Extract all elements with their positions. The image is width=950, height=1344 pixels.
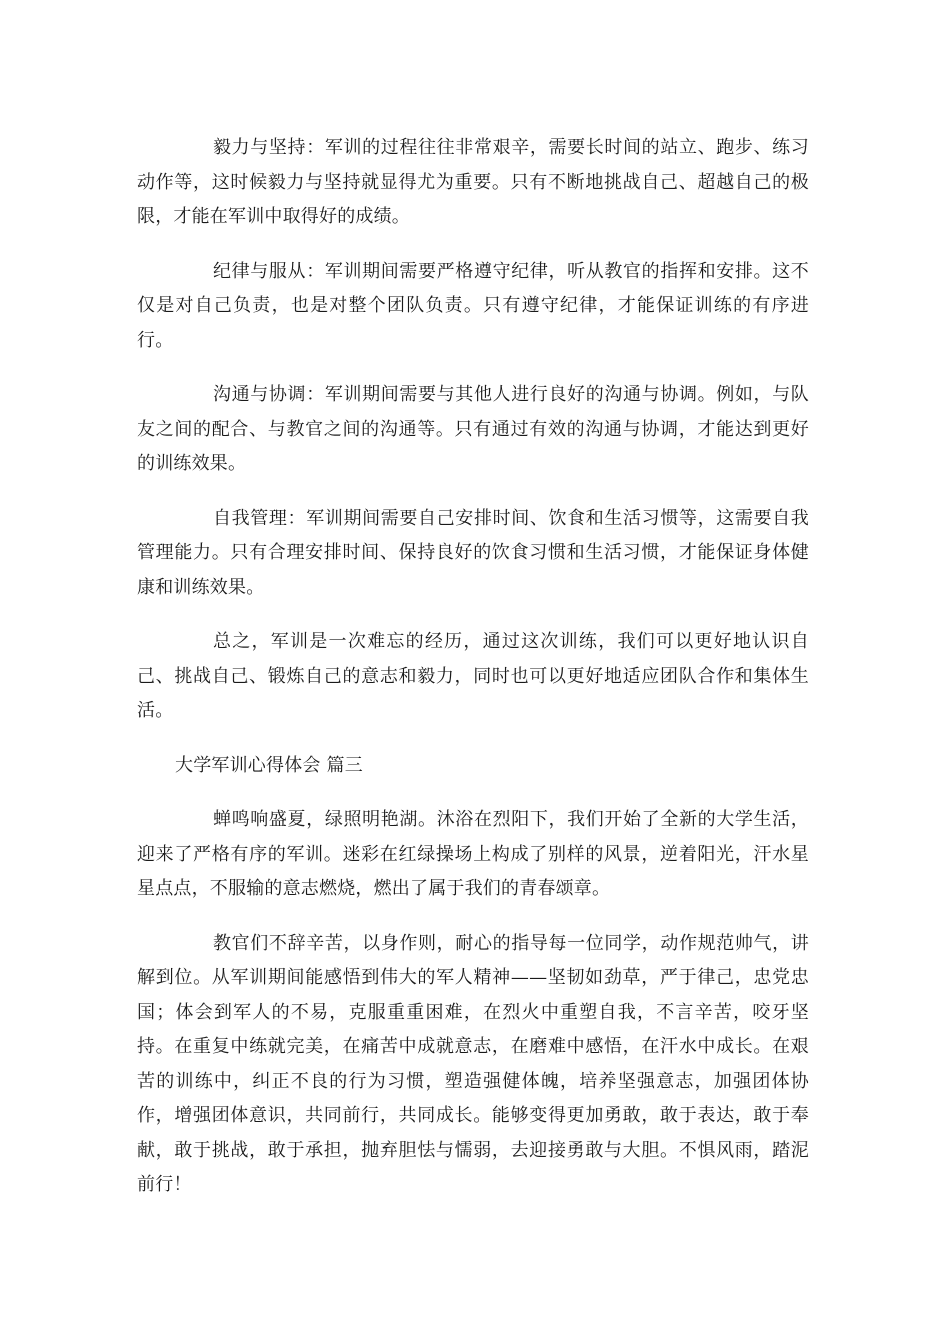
paragraph-self-management: 自我管理：军训期间需要自己安排时间、饮食和生活习惯等，这需要自我管理能力。只有合理安排时间、保持良好的饮食习惯和生活习惯，才能保证身体健康和训练效果。 (137, 507, 809, 598)
paragraph-communication: 沟通与协调：军训期间需要与其他人进行良好的沟通与协调。例如，与队友之间的配合、与教官之间的沟通等。只有通过有效的沟通与协调，才能达到更好的训练效果。 (137, 384, 809, 474)
paragraph-instructors: 教官们不辞辛苦，以身作则，耐心的指导每一位同学，动作规范帅气，讲解到位。从军训期间能感悟到伟大的军人精神——坚韧如劲草，严于律己，忠党忠国；体会到军人的不易，克服重重困难，在烈火中重塑自我，不言辛苦，咬牙坚持。在重复中练就完美，在痛苦中成就意志，在磨难中感悟，在汗水中成长。在艰苦的训练中，纠正不良的行为习惯，塑造强健体魄，培养坚强意志，加强团体协作，增强团体意识，共同前行，共同成长。能够变得更加勇敢，敢于表达，敢于奉献，敢于挑战，敢于承担，抛弃胆怯与懦弱，去迎接勇敢与大胆。不惧风雨，踏泥前行！ (137, 932, 809, 1195)
paragraph-discipline: 纪律与服从：军训期间需要严格遵守纪律，听从教官的指挥和安排。这不仅是对自己负责，也是对整个团队负责。只有遵守纪律，才能保证训练的有序进行。 (137, 260, 809, 351)
paragraph-summary: 总之，军训是一次难忘的经历，通过这次训练，我们可以更好地认识自己、挑战自己、锻炼自己的意志和毅力，同时也可以更好地适应团队合作和集体生活。 (137, 631, 809, 721)
document-page (137, 131, 809, 1203)
paragraph-perseverance: 毅力与坚持：军训的过程往往非常艰辛，需要长时间的站立、跑步、练习动作等，这时候毅力与坚持就显得尤为重要。只有不断地挑战自己、超越自己的极限，才能在军训中取得好的成绩。 (137, 137, 809, 227)
paragraph-summer-intro: 蝉鸣响盛夏，绿照明艳湖。沐浴在烈阳下，我们开始了全新的大学生活，迎来了严格有序的军训。迷彩在红绿操场上构成了别样的风景，逆着阳光，汗水星星点点，不服输的意志燃烧，燃出了属于我们的青春颂章。 (137, 809, 809, 899)
section-heading: 大学军训心得体会 篇三 (175, 754, 363, 776)
